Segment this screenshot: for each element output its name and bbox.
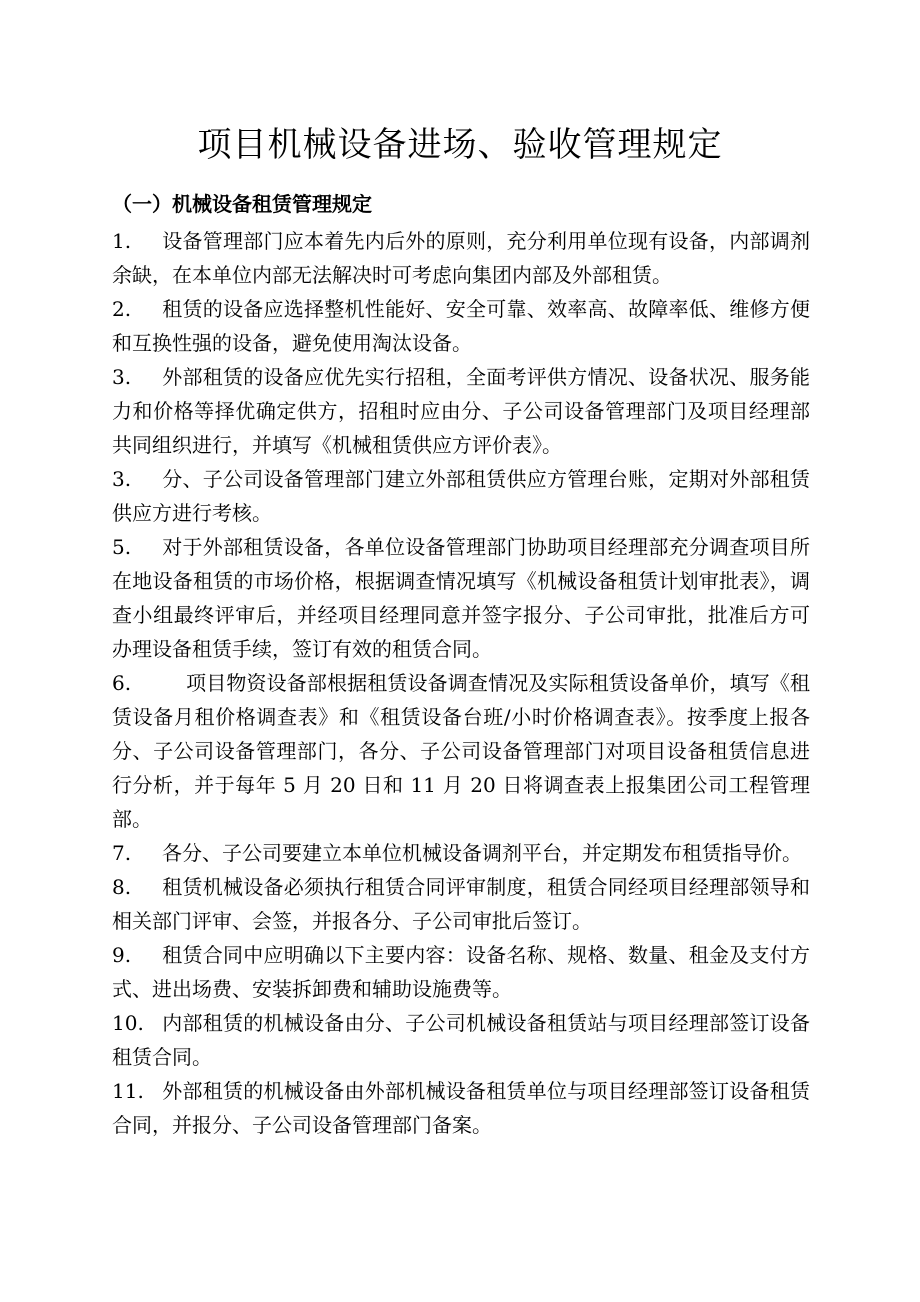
item-number: 9. [112, 943, 132, 967]
item-text: 租赁合同中应明确以下主要内容：设备名称、规格、数量、租金及支付方式、进出场费、安装拆卸费和辅助设施费等。 [112, 943, 810, 1001]
item-text: 设备管理部门应本着先内后外的原则，充分利用单位现有设备，内部调剂余缺，在本单位内部无法解决时可考虑向集团内部及外部租赁。 [112, 229, 810, 287]
item-text: 租赁机械设备必须执行租赁合同评审制度，租赁合同经项目经理部领导和相关部门评审、会签，并报各分、子公司审批后签订。 [112, 875, 810, 933]
item-number: 5. [112, 535, 132, 559]
item-number: 3. [112, 365, 132, 389]
list-item [112, 938, 810, 1006]
section-heading: （一）机械设备租赁管理规定 [112, 192, 372, 216]
list-item [112, 1006, 810, 1074]
item-number: 8. [112, 875, 132, 899]
item-text: 外部租赁的机械设备由外部机械设备租赁单位与项目经理部签订设备租赁合同，并报分、子公司设备管理部门备案。 [112, 1079, 810, 1137]
item-text: 各分、子公司要建立本单位机械设备调剂平台，并定期发布租赁指导价。 [162, 841, 802, 865]
list-item [112, 360, 810, 462]
document-body [112, 224, 810, 1142]
list-item [112, 292, 810, 360]
list-item [112, 462, 810, 530]
document-title: 项目机械设备进场、验收管理规定 [197, 125, 723, 165]
item-number: 6. [112, 671, 132, 695]
list-item [112, 870, 810, 938]
item-text: 分、子公司设备管理部门建立外部租赁供应方管理台账，定期对外部租赁供应方进行考核。 [112, 467, 810, 525]
item-text: 对于外部租赁设备，各单位设备管理部门协助项目经理部充分调查项目所在地设备租赁的市场价格，根据调查情况填写《机械设备租赁计划审批表》，调查小组最终评审后，并经项目经理同意并签字报分、子公司审批，批准后方可办理设备租赁手续，签订有效的租赁合同。 [112, 535, 810, 661]
item-number: 11. [112, 1079, 144, 1103]
list-item [112, 530, 810, 666]
item-text: 项目物资设备部根据租赁设备调查情况及实际租赁设备单价，填写《租赁设备月租价格调查表》和《租赁设备台班/小时价格调查表》。按季度上报各分、子公司设备管理部门，各分、子公司设备管理部门对项目设备租赁信息进行分析，并于每年 5 月 20 日和 11 月 20 日将调查表上报集团公司工程管理部。 [112, 671, 810, 831]
list-item [112, 1074, 810, 1142]
item-text: 外部租赁的设备应优先实行招租，全面考评供方情况、设备状况、服务能力和价格等择优确定供方，招租时应由分、子公司设备管理部门及项目经理部共同组织进行，并填写《机械租赁供应方评价表》。 [112, 365, 810, 457]
item-number: 3. [112, 467, 132, 491]
item-number: 10. [112, 1011, 144, 1035]
list-item [112, 836, 810, 870]
item-text: 租赁的设备应选择整机性能好、安全可靠、效率高、故障率低、维修方便和互换性强的设备，避免使用淘汰设备。 [112, 297, 810, 355]
list-item [112, 666, 810, 836]
item-text: 内部租赁的机械设备由分、子公司机械设备租赁站与项目经理部签订设备租赁合同。 [112, 1011, 810, 1069]
item-number: 7. [112, 841, 132, 865]
item-number: 1. [112, 229, 132, 253]
list-item [112, 224, 810, 292]
item-number: 2. [112, 297, 132, 321]
